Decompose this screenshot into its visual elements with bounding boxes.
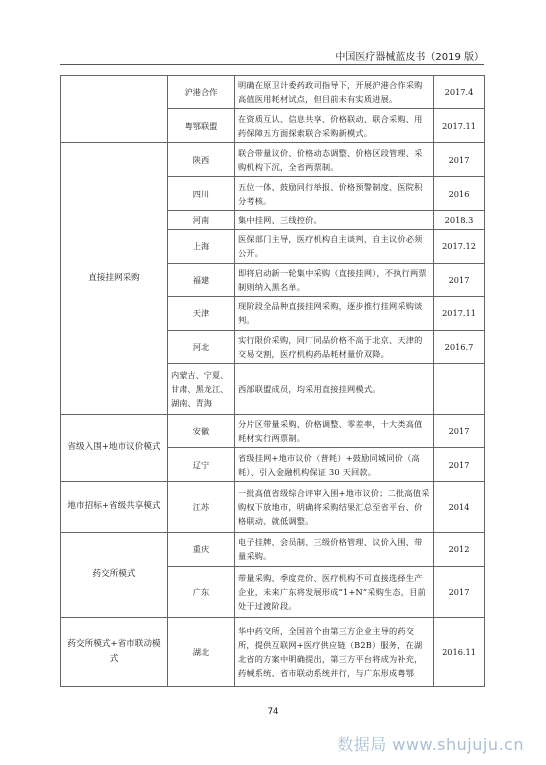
page-number: 74 [267, 707, 279, 717]
province-cell: 陕西 [168, 142, 235, 177]
year-cell: 2018.3 [434, 210, 485, 229]
watermark-text: 数据局 www.shujuju.cn [337, 735, 524, 754]
year-cell [434, 364, 485, 415]
province-cell: 河南 [168, 210, 235, 229]
province-cell: 湖北 [168, 617, 235, 686]
description-cell: 在资质互认、信息共享、价格联动、联合采购、用药保障五方面探索联合采购新模式。 [235, 109, 434, 142]
category-cell: 直接挂网采购 [61, 142, 168, 414]
table-row [61, 481, 485, 532]
category-cell: 地市招标+省级共享模式 [61, 481, 168, 532]
book-header-title: 中国医疗器械蓝皮书（2019 版） [335, 52, 484, 63]
year-cell: 2014 [434, 481, 485, 532]
province-cell: 福建 [168, 263, 235, 296]
year-cell: 2016.7 [434, 330, 485, 363]
province-cell: 内蒙古、宁夏、甘肃、黑龙江、湖南、青海 [168, 364, 235, 415]
table-row [61, 532, 485, 567]
table-row [61, 142, 485, 177]
description-cell: 西部联盟成员，均采用直接挂网模式。 [235, 364, 434, 415]
year-cell: 2017 [434, 263, 485, 296]
description-cell: 集中挂网、三线控价。 [235, 210, 434, 229]
year-cell: 2016.11 [434, 617, 485, 686]
category-cell: 药交所模式+省市联动模式 [61, 617, 168, 686]
table-row [61, 617, 485, 686]
year-cell: 2017.11 [434, 109, 485, 142]
year-cell: 2017.12 [434, 230, 485, 263]
description-cell: 电子挂牌、会员制、三级价格管理、议价入围、带量采购。 [235, 532, 434, 567]
year-cell: 2017 [434, 448, 485, 481]
description-cell: 分片区带量采购、价格调整、零差率，十大类高值耗材实行两票制。 [235, 414, 434, 447]
year-cell: 2017.4 [434, 76, 485, 109]
province-cell: 河北 [168, 330, 235, 363]
description-cell: 省级挂网+地市议价（普耗）+鼓励同城同价（高耗）、引入金融机构保证 30 天回款。 [235, 448, 434, 481]
year-cell: 2017.11 [434, 297, 485, 330]
description-cell: 联合带量议价、价格动态调整、价格区段管理、采购机构下沉，全省两票制。 [235, 142, 434, 177]
province-cell: 天津 [168, 297, 235, 330]
description-cell: 医保部门主导，医疗机构自主谈判，自主议价必须公开。 [235, 230, 434, 263]
table-row [61, 76, 485, 109]
province-cell: 重庆 [168, 532, 235, 567]
year-cell: 2016 [434, 177, 485, 210]
province-cell: 辽宁 [168, 448, 235, 481]
header-divider [60, 64, 484, 65]
province-cell: 江苏 [168, 481, 235, 532]
category-cell: 省级入围+地市议价模式 [61, 414, 168, 481]
year-cell: 2017 [434, 567, 485, 618]
description-cell: 现阶段全品种直接挂网采购，逐步推行挂网采购谈判。 [235, 297, 434, 330]
description-cell: 带量采购、季度竞价、医疗机构不可直接选择生产企业，未来广东将发展形成“1+N”采购生态，目前处于过渡阶段。 [235, 567, 434, 618]
description-cell: 明确在原卫计委药政司指导下，开展沪港合作采购高值医用耗材试点，但目前未有实质进展。 [235, 76, 434, 109]
year-cell: 2017 [434, 142, 485, 177]
year-cell: 2017 [434, 414, 485, 447]
procurement-models-table [60, 75, 485, 687]
province-cell: 粤鄂联盟 [168, 109, 235, 142]
province-cell: 沪港合作 [168, 76, 235, 109]
description-cell: 一批高值省级综合评审入围+地市议价；二批高值采购权下放地市，明确将采购结果汇总至省平台、价格联动、就低调整。 [235, 481, 434, 532]
year-cell: 2012 [434, 532, 485, 567]
description-cell: 实行限价采购，同厂同品价格不高于北京、天津的交易交割，医疗机构药品耗材量价双降。 [235, 330, 434, 363]
category-cell: 药交所模式 [61, 532, 168, 617]
description-cell: 华中药交所，全国首个由第三方企业主导的药交所，提供互联网+医疗供应链（B2B）服务，在湖北省的方案中明确提出，第三方平台将成为补充，药械系统、省市联动系统并行，与广东形成粤鄂 [235, 617, 434, 686]
category-cell [61, 76, 168, 143]
description-cell: 五位一体、鼓励同行举报、价格预警制度、医院积分考核。 [235, 177, 434, 210]
province-cell: 广东 [168, 567, 235, 618]
province-cell: 上海 [168, 230, 235, 263]
province-cell: 安徽 [168, 414, 235, 447]
description-cell: 即将启动新一轮集中采购（直接挂网），不执行两票制则纳入黑名单。 [235, 263, 434, 296]
province-cell: 四川 [168, 177, 235, 210]
table-row [61, 414, 485, 447]
